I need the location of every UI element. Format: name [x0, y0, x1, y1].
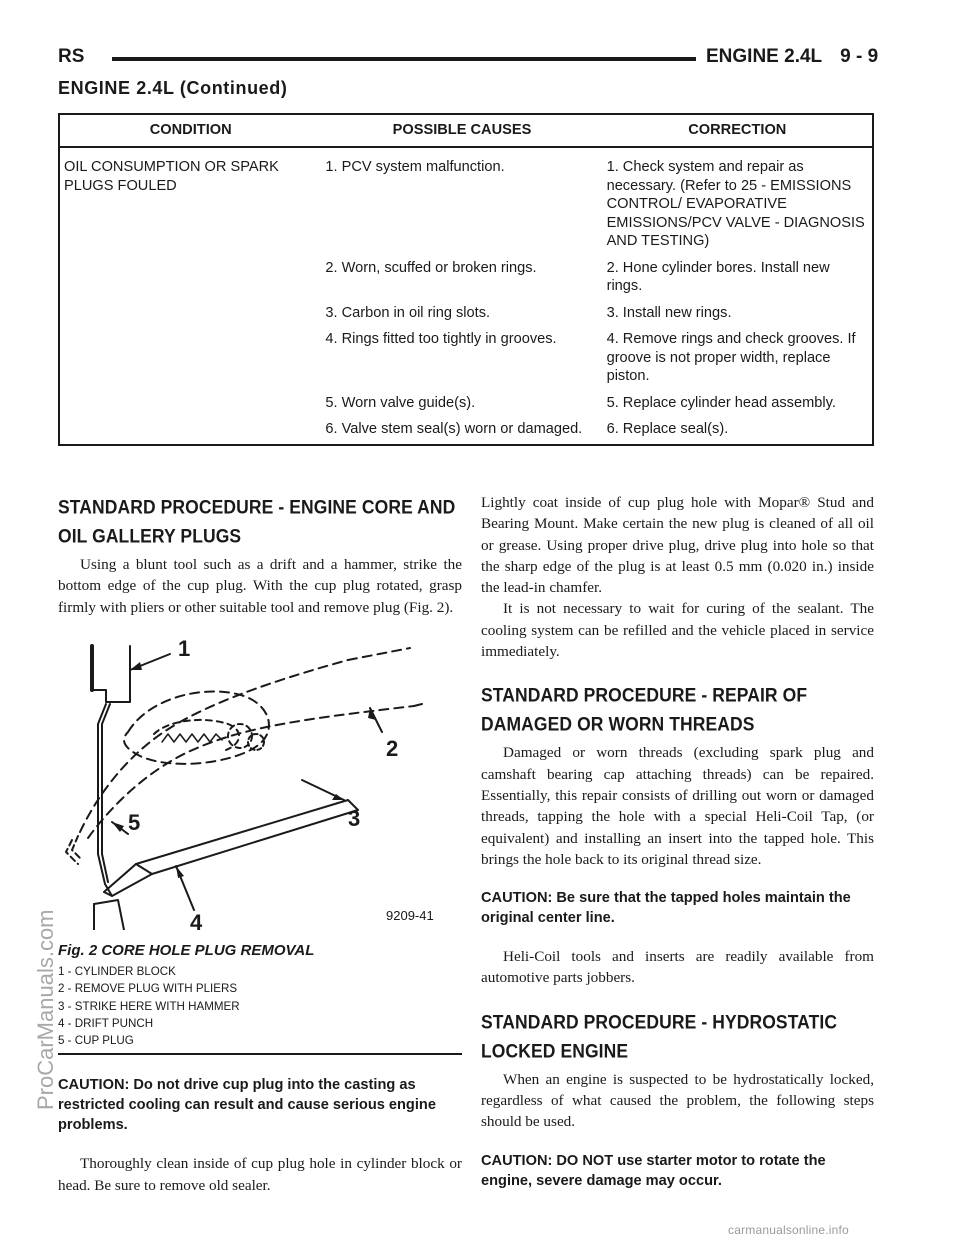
header-section-code: RS [58, 46, 85, 67]
header-title [706, 46, 878, 68]
header-section-title: ENGINE 2.4L [706, 46, 823, 67]
correction-cell: 1. Check system and repair as necessary. (Refer to 25 - EMISSIONS CONTROL/ EVAPORATIVE EMISSIONS/PCV VALVE - DIAGNOSIS AND TESTING) [606, 159, 865, 250]
paragraph: Thoroughly clean inside of cup plug hole in cylinder block or head. Be sure to remove old sealer. [58, 1155, 462, 1194]
figure-rule [58, 1053, 462, 1055]
section-heading-hydrostatic: STANDARD PROCEDURE - HYDROSTATIC LOCKED ENGINE [481, 1010, 838, 1062]
callout-1: 1 [178, 635, 191, 661]
correction-cell: 3. Install new rings. [606, 304, 732, 321]
left-column [58, 492, 462, 1196]
paragraph: Using a blunt tool such as a drift and a hammer, strike the bottom edge of the cup plug. With the cup plug rotated, grasp firmly with pliers or other suitable tool and remove plug (Fig. 2). [58, 556, 462, 616]
page-number: 9 - 9 [840, 46, 879, 67]
cause-cell: 1. PCV system malfunction. [325, 159, 505, 175]
figure-legend [58, 963, 462, 1049]
plug-removal-illustration [58, 624, 462, 930]
cause-cell: 2. Worn, scuffed or broken rings. [325, 259, 537, 276]
correction-cell: 6. Replace seal(s). [606, 421, 729, 438]
figure-core-hole-plug [58, 624, 462, 1055]
cause-cell: 3. Carbon in oil ring slots. [325, 304, 491, 321]
table-header-row [59, 114, 873, 147]
column-header-condition: CONDITION [59, 114, 321, 147]
caution-cup-plug: CAUTION: Do not drive cup plug into the casting as restricted cooling can result and cause serious engine problems. [58, 1077, 436, 1134]
cause-cell: 4. Rings fitted too tightly in grooves. [325, 331, 557, 348]
cause-cell: 5. Worn valve guide(s). [325, 394, 476, 411]
callout-4: 4 [190, 909, 203, 930]
correction-cell: 2. Hone cylinder bores. Install new rings. [606, 259, 830, 295]
paragraph: It is not necessary to wait for curing of the sealant. The cooling system can be refilled and the vehicle placed in service immediately. [481, 600, 874, 661]
paragraph: Lightly coat inside of cup plug hole with Mopar® Stud and Bearing Mount. Make certain the new plug is cleaned of all oil or grease. Using proper drive plug, drive plug into hole so that the sharp edge of the plug is at least 0.5 mm (0.020 in.) inside the lead-in chamfer. [481, 494, 874, 597]
diagnosis-table [58, 113, 874, 446]
paragraph: Heli-Coil tools and inserts are readily available from automotive parts jobbers. [481, 948, 874, 987]
legend-item: 4 - DRIFT PUNCH [58, 1016, 154, 1030]
footer-watermark: carmanualsonline.info [728, 1223, 849, 1237]
callout-2: 2 [386, 735, 399, 761]
legend-item: 5 - CUP PLUG [58, 1034, 134, 1047]
side-watermark: ProCarManuals.com [33, 909, 58, 1110]
callout-3: 3 [348, 805, 361, 831]
section-heading-threads: STANDARD PROCEDURE - REPAIR OF DAMAGED OR WORN THREADS [481, 683, 808, 736]
continued-title: ENGINE 2.4L (Continued) [58, 78, 288, 98]
caution-tapped-holes: CAUTION: Be sure that the tapped holes maintain the original center line. [481, 890, 851, 927]
callout-5: 5 [128, 809, 141, 835]
section-heading-core-plugs: STANDARD PROCEDURE - ENGINE CORE AND OIL GALLERY PLUGS [58, 495, 456, 547]
caution-starter-motor: CAUTION: DO NOT use starter motor to rotate the engine, severe damage may occur. [481, 1152, 826, 1189]
right-column [481, 492, 874, 1191]
table-row [59, 147, 873, 256]
legend-item: 1 - CYLINDER BLOCK [58, 965, 176, 979]
header-rule [112, 57, 696, 61]
correction-cell: 5. Replace cylinder head assembly. [606, 394, 836, 411]
figure-caption: Fig. 2 CORE HOLE PLUG REMOVAL [58, 942, 315, 960]
cause-cell: 6. Valve stem seal(s) worn or damaged. [325, 421, 583, 438]
figure-code: 9209-41 [386, 907, 434, 923]
paragraph: Damaged or worn threads (excluding spark plug and camshaft bearing cap attaching threads) can be repaired. Essentially, this repair consists of drilling out worn or damaged threads, tapping the hole with a special Heli-Coil Tap, (or equivalent) and installing an insert into the tapped hole. This brings the hole back to its original thread size. [481, 744, 874, 868]
column-header-correction: CORRECTION [603, 114, 873, 147]
condition-cell: OIL CONSUMPTION OR SPARK PLUGS FOULED [64, 159, 279, 194]
correction-cell: 4. Remove rings and check grooves. If groove is not proper width, replace piston. [606, 331, 856, 385]
legend-item: 2 - REMOVE PLUG WITH PLIERS [58, 982, 238, 996]
legend-item: 3 - STRIKE HERE WITH HAMMER [58, 999, 240, 1013]
paragraph: When an engine is suspected to be hydrostatically locked, regardless of what caused the problem, the following steps should be used. [481, 1070, 874, 1131]
column-header-causes: POSSIBLE CAUSES [321, 114, 602, 147]
